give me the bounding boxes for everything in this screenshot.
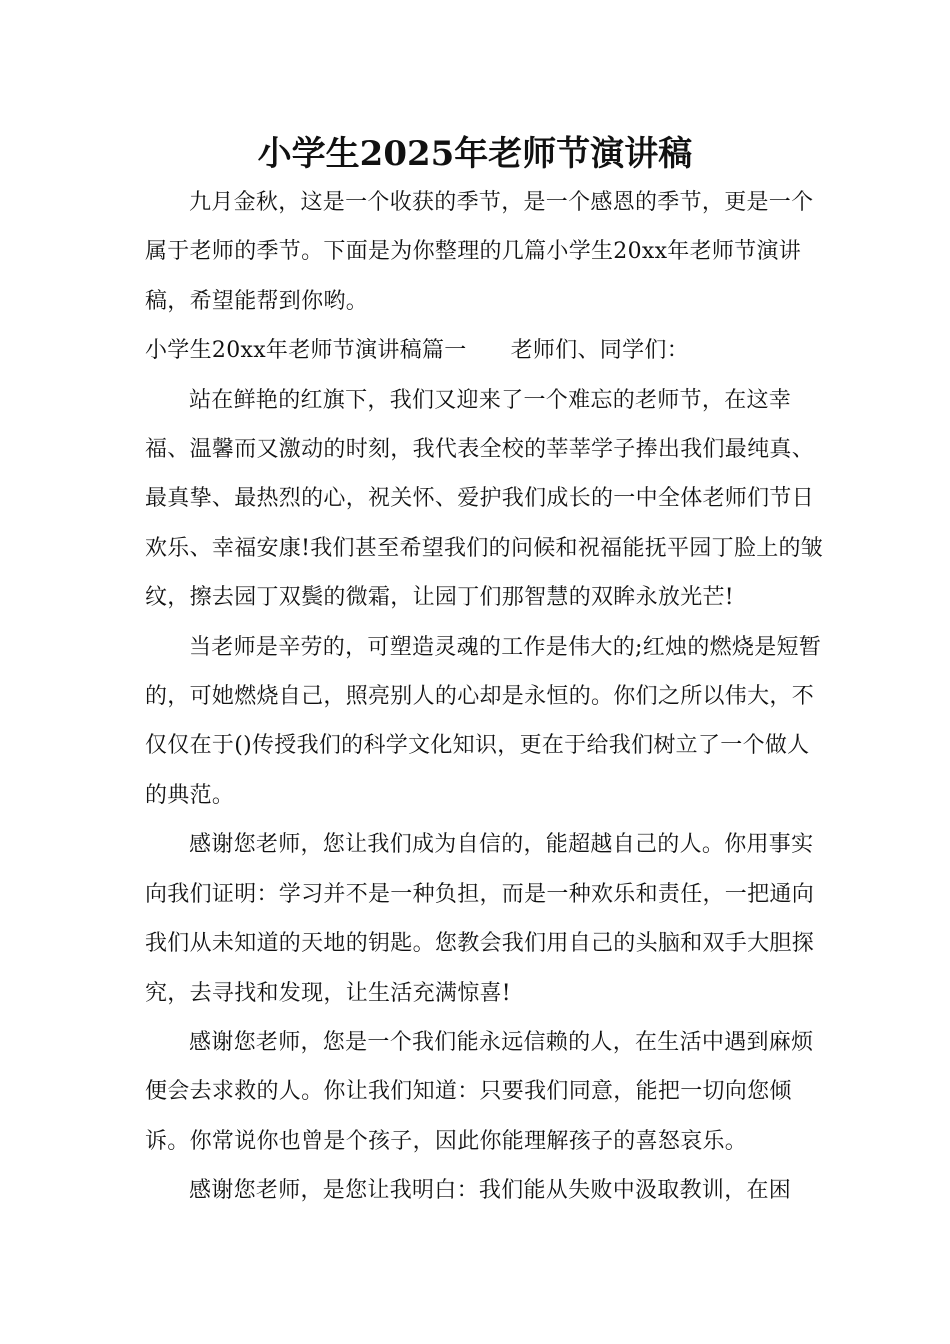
section-heading: 小学生20xx年老师节演讲稿篇一 (145, 338, 467, 364)
document-body (145, 178, 825, 1216)
intro-paragraph: 九月金秋，这是一个收获的季节，是一个感恩的季节，更是一个属于老师的季节。下面是为你整理的几篇小学生20xx年老师节演讲稿，希望能帮到你哟。 (145, 190, 814, 314)
body-paragraph: 感谢您老师，您让我们成为自信的，能超越自己的人。你用事实向我们证明：学习并不是一种负担，而是一种欢乐和责任，一把通向我们从未知道的天地的钥匙。您教会我们用自己的头脑和双手大胆探究，去寻找和发现，让生活充满惊喜! (145, 832, 815, 1006)
body-paragraph: 感谢您老师，您是一个我们能永远信赖的人，在生活中遇到麻烦便会去求救的人。你让我们知道：只要我们同意，能把一切向您倾诉。你常说你也曾是个孩子，因此你能理解孩子的喜怒哀乐。 (145, 1029, 814, 1154)
document-title: 小学生2025年老师节演讲稿 (257, 134, 693, 174)
body-paragraph: 感谢您老师，是您让我明白：我们能从失败中汲取教训，在困 (189, 1178, 792, 1204)
body-paragraph: 站在鲜艳的红旗下，我们又迎来了一个难忘的老师节，在这幸福、温馨而又激动的时刻，我代表全校的莘莘学子捧出我们最纯真、最真挚、最热烈的心，祝关怀、爱护我们成长的一中全体老师们节日欢乐、幸福安康!我们甚至希望我们的问候和祝福能抚平园丁脸上的皱纹，擦去园丁双鬓的微霜，让园丁们那智慧的双眸永放光芒! (145, 387, 824, 611)
section-heading-line (145, 326, 825, 375)
body-paragraph: 当老师是辛劳的，可塑造灵魂的工作是伟大的;红烛的燃烧是短暂的，可她燃烧自己，照亮别人的心却是永恒的。你们之所以伟大，不仅仅在于()传授我们的科学文化知识，更在于给我们树立了一个做人的典范。 (145, 634, 822, 808)
salutation: 老师们、同学们： (510, 338, 690, 364)
